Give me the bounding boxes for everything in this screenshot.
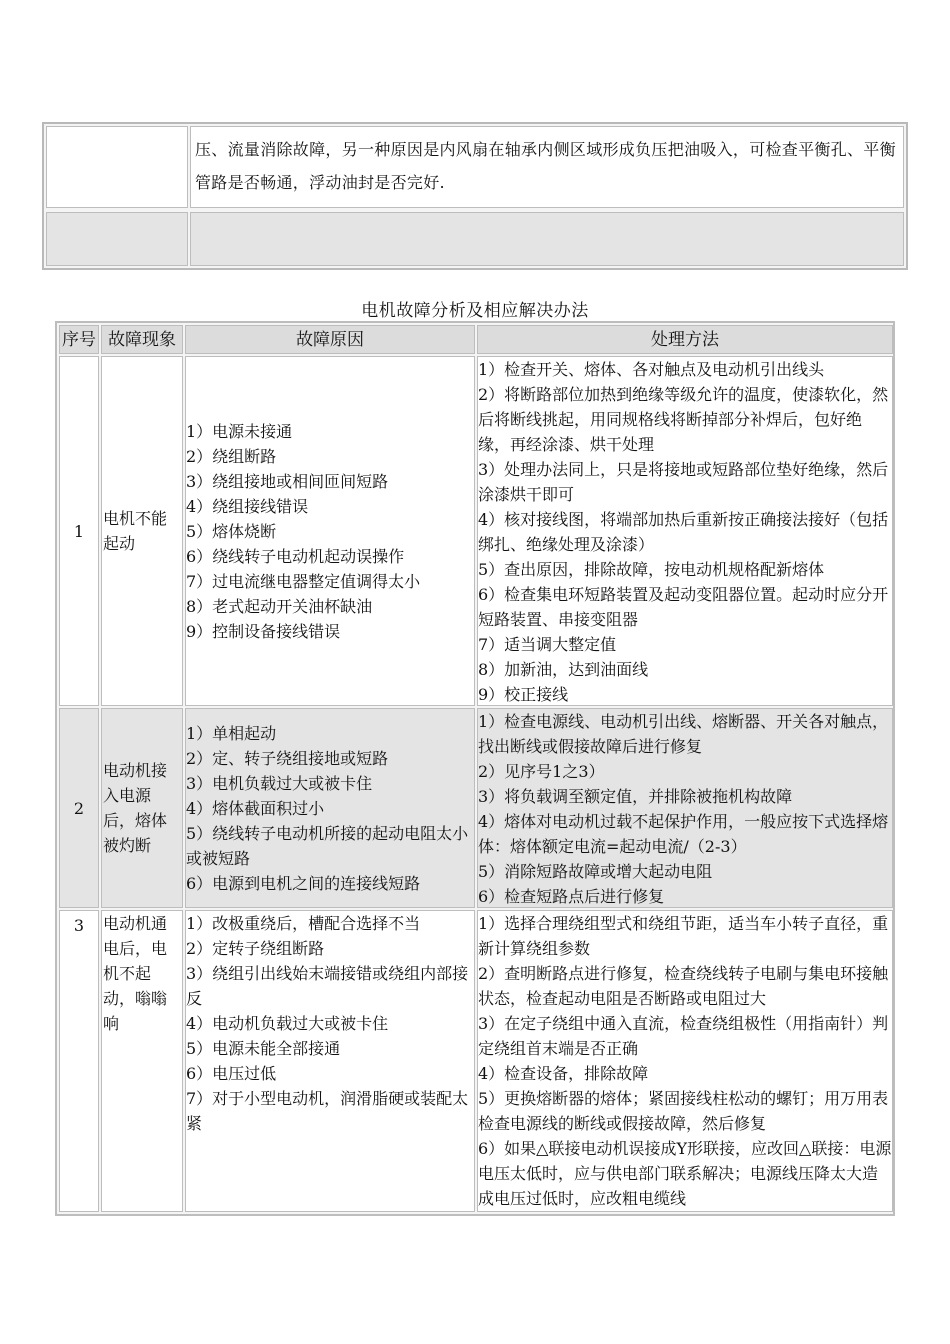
solution-item: 5）消除短路故障或增大起动电阻 bbox=[478, 862, 713, 881]
solution-item: 2）查明断路点进行修复，检查绕线转子电刷与集电环接触状态，检查起动电阻是否断路或电阻过大 bbox=[478, 964, 889, 1008]
solution-item: 4）熔体对电动机过载不起保护作用，一般应按下式选择熔体：熔体额定电流=起动电流/（2-3） bbox=[478, 812, 889, 856]
solution-item: 6）检查集电环短路装置及起动变阻器位置。起动时应分开短路装置、串接变阻器 bbox=[478, 585, 889, 629]
header-no: 序号 bbox=[59, 325, 99, 354]
solution-item: 3）在定子绕组中通入直流，检查绕组极性（用指南针）判定绕组首末端是否正确 bbox=[478, 1014, 889, 1058]
cause-item: 5）熔体烧断 bbox=[186, 521, 277, 541]
cause-item: 1）改极重绕后，槽配合选择不当 bbox=[186, 914, 421, 933]
row2-symptom bbox=[101, 708, 183, 908]
solution-item: 3）将负载调至额定值，并排除被拖机构故障 bbox=[478, 787, 793, 806]
row2-solutions bbox=[477, 708, 893, 908]
row3-symptom bbox=[101, 910, 183, 1212]
cause-item: 1）单相起动 bbox=[186, 723, 277, 743]
cause-item: 3）电机负载过大或被卡住 bbox=[186, 773, 373, 793]
row1-no: 1 bbox=[59, 356, 99, 706]
solution-item: 4）核对接线图，将端部加热后重新按正确接法接好（包括绑扎、绝缘处理及涂漆） bbox=[478, 510, 889, 554]
continuation-empty-cell bbox=[46, 126, 188, 208]
solution-item: 1）选择合理绕组型式和绕组节距，适当车小转子直径，重新计算绕组参数 bbox=[478, 914, 889, 958]
solution-item: 1）检查开关、熔体、各对触点及电动机引出线头 bbox=[478, 360, 825, 379]
solution-item: 2）见序号1之3） bbox=[478, 762, 605, 781]
cause-item: 6）绕线转子电动机起动误操作 bbox=[186, 546, 405, 566]
solution-item: 5）查出原因，排除故障，按电动机规格配新熔体 bbox=[478, 560, 825, 579]
row3-solutions bbox=[477, 910, 893, 1212]
cause-item: 5）电源未能全部接通 bbox=[186, 1039, 341, 1058]
solution-item: 6）如果△联接电动机误接成Y形联接，应改回△联接：电源电压太低时，应与供电部门联系解决；电源线压降太大造成电压过低时，应改粗电缆线 bbox=[478, 1139, 892, 1208]
cause-item: 2）定转子绕组断路 bbox=[186, 939, 325, 958]
solution-item: 9）校正接线 bbox=[478, 685, 569, 704]
cause-item: 2）绕组断路 bbox=[186, 446, 277, 466]
row1-causes bbox=[185, 356, 475, 706]
header-symptom: 故障现象 bbox=[101, 325, 183, 354]
cause-item: 4）绕组接线错误 bbox=[186, 496, 309, 516]
continuation-table bbox=[42, 122, 908, 270]
solution-item: 7）适当调大整定值 bbox=[478, 635, 617, 654]
cause-item: 8）老式起动开关油杯缺油 bbox=[186, 596, 373, 616]
empty-cell bbox=[46, 212, 188, 266]
continuation-empty-row bbox=[46, 212, 904, 266]
cause-item: 7）过电流继电器整定值调得太小 bbox=[186, 571, 421, 591]
cause-item: 7）对于小型电动机，润滑脂硬或装配太紧 bbox=[186, 1089, 469, 1133]
fault-table bbox=[55, 321, 895, 1216]
cause-item: 4）熔体截面积过小 bbox=[186, 798, 325, 818]
cause-item: 2）定、转子绕组接地或短路 bbox=[186, 748, 389, 768]
row3-symptom-text: 电动机通电后，电机不起动，嗡嗡响 bbox=[103, 914, 168, 1033]
continuation-row bbox=[46, 126, 904, 208]
cause-item: 4）电动机负载过大或被卡住 bbox=[186, 1014, 389, 1033]
solution-item: 6）检查短路点后进行修复 bbox=[478, 887, 665, 906]
row1-solutions bbox=[477, 356, 893, 706]
row2-symptom-text: 电动机接入电源后，熔体被灼断 bbox=[103, 761, 168, 855]
cause-item: 5）绕线转子电动机所接的起动电阻太小或被短路 bbox=[186, 823, 469, 868]
solution-item: 3）处理办法同上，只是将接地或短路部位垫好绝缘，然后涂漆烘干即可 bbox=[478, 460, 889, 504]
row3-causes bbox=[185, 910, 475, 1212]
cause-item: 3）绕组引出线始末端接错或绕组内部接反 bbox=[186, 964, 469, 1008]
header-solution: 处理方法 bbox=[477, 325, 893, 354]
row2-causes bbox=[185, 708, 475, 908]
table-title: 电机故障分析及相应解决办法 bbox=[361, 301, 589, 321]
cause-item: 6）电压过低 bbox=[186, 1064, 277, 1083]
empty-cell bbox=[190, 212, 904, 266]
row3-no: 3 bbox=[59, 910, 99, 1212]
continuation-text-cell: 压、流量消除故障，另一种原因是内风扇在轴承内侧区域形成负压把油吸入，可检查平衡孔、平衡管路是否畅通，浮动油封是否完好. bbox=[190, 126, 904, 208]
row1-symptom-text: 电机不能起动 bbox=[103, 509, 168, 553]
cause-item: 1）电源未接通 bbox=[186, 421, 293, 441]
row1-symptom bbox=[101, 356, 183, 706]
cause-item: 3）绕组接地或相间匝间短路 bbox=[186, 471, 389, 491]
solution-item: 1）检查电源线、电动机引出线、熔断器、开关各对触点，找出断线或假接故障后进行修复 bbox=[478, 712, 889, 756]
solution-item: 5）更换熔断器的熔体；紧固接线柱松动的螺钉；用万用表检查电源线的断线或假接故障，然后修复 bbox=[478, 1089, 889, 1133]
solution-item: 2）将断路部位加热到绝缘等级允许的温度，使漆软化，然后将断线挑起，用同规格线将断掉部分补焊后，包好绝缘，再经涂漆、烘干处理 bbox=[478, 385, 889, 454]
header-cause: 故障原因 bbox=[185, 325, 475, 354]
cause-item: 6）电源到电机之间的连接线短路 bbox=[186, 873, 421, 893]
row2-no: 2 bbox=[59, 708, 99, 908]
solution-item: 4）检查设备，排除故障 bbox=[478, 1064, 649, 1083]
cause-item: 9）控制设备接线错误 bbox=[186, 621, 341, 641]
solution-item: 8）加新油，达到油面线 bbox=[478, 660, 649, 679]
